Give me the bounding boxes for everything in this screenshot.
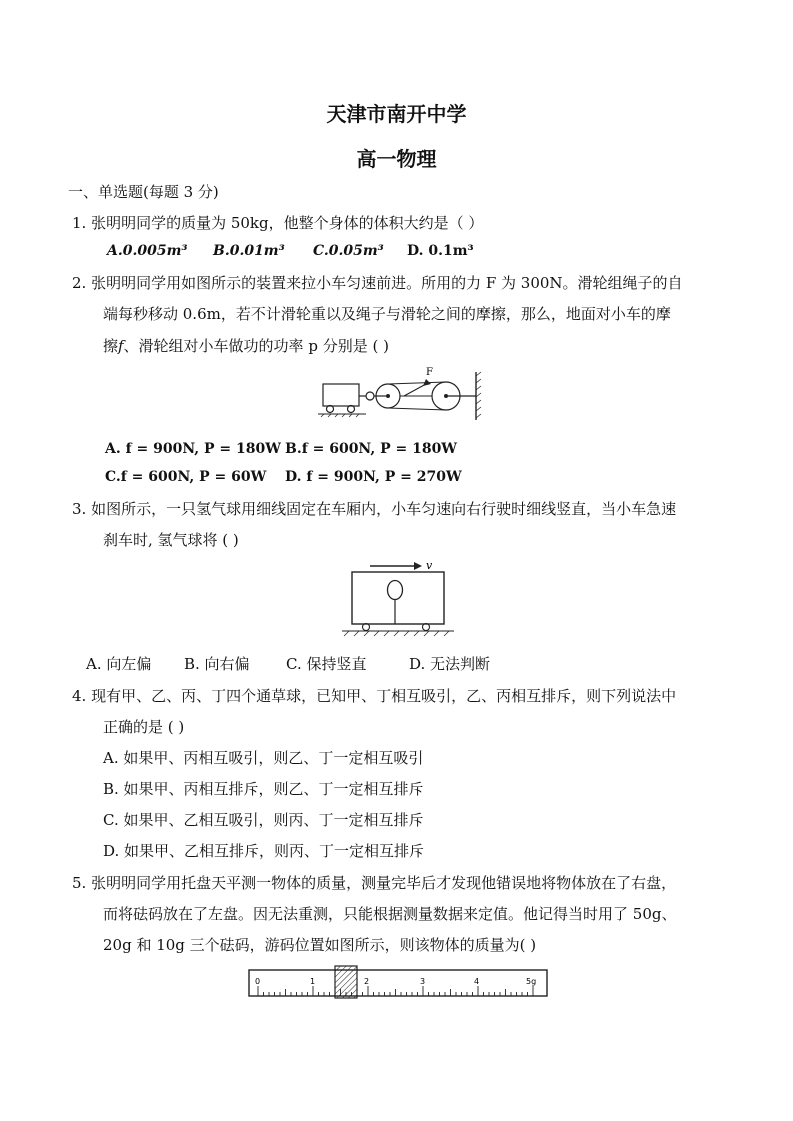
q5-line-3: 20g 和 10g 三个砝码，游码位置如图所示，则该物体的质量为( ) [103, 936, 537, 954]
q2-line-3: 擦𝑓、滑轮组对小车做功的功率 p 分别是 ( ) [103, 337, 389, 355]
q4-line-2: 正确的是 ( ) [103, 718, 185, 736]
q2-option-b: B.f = 600N, P = 180W [285, 441, 458, 457]
ruler-label-5: 5g [526, 977, 537, 986]
q3-option-b: B. 向右偏 [184, 655, 250, 673]
subject-title: 高一物理 [356, 147, 437, 171]
ruler-label-2: 2 [364, 977, 370, 986]
q1-option-d: D. 0.1m³ [407, 243, 474, 259]
q4-option-a: A. 如果甲、丙相互吸引，则乙、丁一定相互吸引 [103, 749, 424, 767]
ruler-label-1: 1 [310, 977, 316, 986]
q1-stem: 1. 张明明同学的质量为 50kg，他整个身体的体积大约是（ ） [72, 214, 484, 232]
q4-option-b: B. 如果甲、丙相互排斥，则乙、丁一定相互排斥 [103, 780, 424, 798]
rider-weight [335, 966, 357, 998]
q5-line-2: 而将砝码放在了左盘。因无法重测，只能根据测量数据来定值。他记得当时用了 50g、 [103, 905, 677, 923]
q3-line-2: 刹车时, 氢气球将 ( ) [103, 531, 239, 549]
q4-option-d: D. 如果甲、乙相互排斥，则丙、丁一定相互排斥 [103, 842, 425, 860]
q5-line-1: 5. 张明明同学用托盘天平测一物体的质量，测量完毕后才发现他错误地将物体放在了右盘， [72, 874, 677, 892]
q2-line-2: 端每秒移动 0.6m，若不计滑轮重以及绳子与滑轮之间的摩擦，那么，地面对小车的摩 [103, 305, 671, 323]
q3-option-d: D. 无法判断 [409, 655, 491, 673]
ruler-label-3: 3 [420, 977, 426, 986]
ruler-label-0: 0 [255, 977, 261, 986]
q3-line-1: 3. 如图所示，一只氢气球用细线固定在车厢内，小车匀速向右行驶时细线竖直，当小车急速 [72, 500, 677, 518]
force-label: F [426, 367, 433, 378]
q1-option-a: A.0.005m³ [107, 243, 188, 259]
q3-option-a: A. 向左偏 [86, 655, 152, 673]
q3-option-c: C. 保持竖直 [286, 655, 367, 673]
balloon-car-figure [340, 556, 458, 640]
q2-option-c: C.f = 600N, P = 60W [105, 469, 267, 485]
q2-option-d: D. f = 900N, P = 270W [285, 469, 462, 485]
balance-ruler-figure [246, 964, 550, 1000]
section-title: 一、单选题(每题 3 分) [68, 183, 219, 201]
ruler-label-4: 4 [474, 977, 480, 986]
velocity-label: v [426, 559, 433, 572]
q2-option-a: A. f = 900N, P = 180W [105, 441, 281, 457]
q1-option-c: C.0.05m³ [313, 243, 384, 259]
school-title: 天津市南开中学 [326, 102, 467, 126]
q2-line-1: 2. 张明明同学用如图所示的装置来拉小车匀速前进。所用的力 F 为 300N。滑轮组绳子的自 [72, 274, 683, 292]
q1-option-b: B.0.01m³ [213, 243, 285, 259]
q4-line-1: 4. 现有甲、乙、丙、丁四个通草球，已知甲、丁相互吸引，乙、丙相互排斥，则下列说法中 [72, 687, 677, 705]
pulley-cart-figure [318, 362, 490, 422]
q4-option-c: C. 如果甲、乙相互吸引，则丙、丁一定相互排斥 [103, 811, 424, 829]
